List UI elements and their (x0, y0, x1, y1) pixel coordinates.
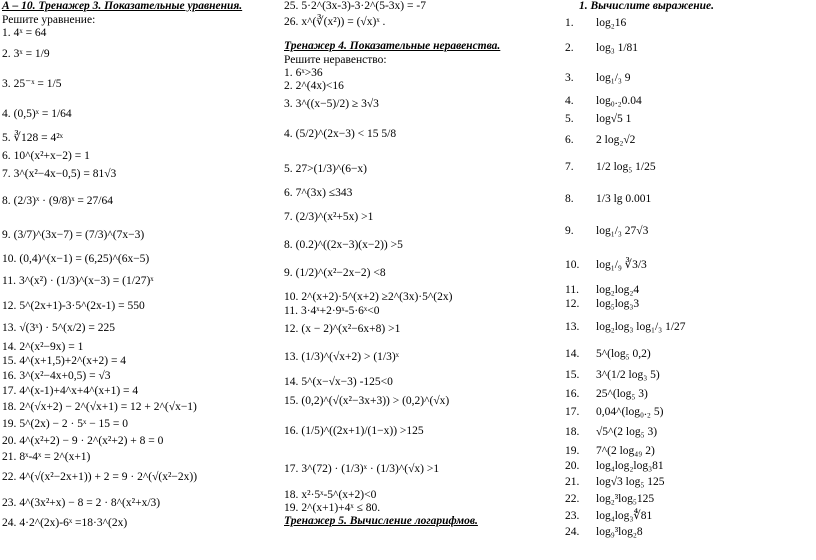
exercise-item (2, 185, 272, 219)
exercise-number: 6. (565, 133, 574, 146)
exercise-number: 22. (2, 471, 17, 484)
exercise-expression: 25⁻ˣ = 1/5 (13, 78, 62, 91)
exercise-expression: log₂³log₅125 (596, 492, 655, 505)
exercise-expression: 3^((x−5)/2) ≥ 3√3 (295, 98, 379, 111)
exercise-number: 7. (2, 168, 11, 181)
exercise-item (284, 391, 536, 413)
exercise-number: 3. (2, 78, 11, 91)
exercise-item (284, 375, 536, 391)
exercise-number: 11. (2, 275, 16, 288)
exercise-expression: 5^(2x+1)-3·5^(2x-1) = 550 (19, 300, 145, 313)
exercise-number: 11. (565, 283, 579, 296)
exercise-number: 10. (2, 253, 17, 266)
exercise-expression: 4^(3x²+x) − 8 = 2 · 8^(x²+x/3) (19, 497, 161, 510)
exercise-number: 22. (565, 492, 580, 505)
exercise-number: 12. (284, 323, 299, 336)
exercise-expression: (1/2)^(x²−2x−2) <8 (295, 267, 386, 280)
exercise-number: 13. (565, 320, 580, 333)
exercise-list (2, 27, 272, 531)
exercise-item (284, 489, 536, 502)
exercise-expression: 4^(x-1)+4^x+4^(x+1) = 4 (19, 385, 139, 398)
exercise-expression: log₉³log₂8 (596, 525, 643, 538)
exercise-item (565, 444, 815, 460)
exercise-number: 8. (565, 192, 574, 205)
exercise-expression: 25^(log₅ 3) (596, 387, 648, 400)
column-logarithm-expressions (565, 0, 815, 540)
exercise-number: 4. (565, 94, 574, 107)
exercise-expression: 2^(x+1)+4ˣ ≤ 80. (301, 501, 381, 514)
exercise-number: 11. (284, 305, 298, 318)
exercise-expression: log√5 1 (596, 112, 632, 125)
exercise-number: 7. (565, 160, 574, 173)
exercise-expression: 7^(2 log₄₉ 2) (596, 444, 655, 457)
exercise-item (284, 235, 536, 257)
exercise-expression: 3ˣ = 1/9 (13, 48, 50, 61)
exercise-expression: (1/3)^(√x+2) > (1/3)ˣ (301, 351, 399, 364)
exercise-expression: log₄log₂log₃81 (596, 459, 664, 472)
exercise-number: 3. (565, 71, 574, 84)
exercise-expression: 3^(x²−4x−0,5) = 81√3 (13, 168, 117, 181)
exercise-number: 14. (565, 347, 580, 360)
exercise-item (2, 148, 272, 165)
exercise-expression: (0,5)ˣ = 1/64 (13, 108, 72, 121)
exercise-item (2, 27, 272, 40)
exercise-expression: 1/2 log₅ 1/25 (596, 160, 656, 173)
exercise-expression: 1/3 lg 0.001 (596, 192, 652, 205)
exercise-item (565, 526, 815, 540)
exercise-number: 3. (284, 98, 293, 111)
exercise-number: 24. (565, 525, 580, 538)
exercise-item (565, 184, 815, 216)
exercise-expression: 4^(√(x²−2x+1)) + 2 = 9 · 2^(√(x²−2x)) (19, 471, 198, 484)
exercise-number: 16. (565, 387, 580, 400)
exercise-item (2, 219, 272, 253)
exercise-item (2, 517, 272, 531)
exercise-item (2, 317, 272, 341)
exercise-item (284, 291, 536, 305)
exercise-item (2, 465, 272, 491)
section-instruction: Решите неравенство: (284, 53, 387, 66)
exercise-number: 21. (565, 475, 580, 488)
exercise-expression: (5/2)^(2x−3) < 15 5/8 (295, 128, 397, 141)
exercise-item (565, 64, 815, 94)
exercise-item (565, 312, 815, 344)
exercise-item (2, 385, 272, 399)
section-title: А – 10. Тренажер 3. Показательные уравнения. (2, 0, 243, 12)
exercise-item (284, 502, 536, 515)
exercise-number: 19. (284, 501, 299, 514)
exercise-number: 4. (284, 128, 293, 141)
exercise-number: 12. (2, 300, 17, 313)
exercise-expression: √(3ˣ) · 5^(x/2) = 225 (19, 322, 115, 335)
exercise-expression: 3^(1/2 log₃ 5) (596, 368, 660, 381)
exercise-number: 21. (2, 451, 17, 464)
exercise-number: 16. (2, 370, 17, 383)
exercise-number: 24. (2, 517, 17, 530)
exercise-number: 6. (2, 149, 11, 162)
exercise-number: 1. (565, 16, 574, 29)
exercise-expression: log₂16 (596, 16, 627, 29)
exercise-expression: 0,04^(log₀.₂ 5) (596, 405, 664, 418)
exercise-item (284, 305, 536, 319)
exercise-expression: log√3 log₅ 125 (596, 475, 665, 488)
exercise-number: 2. (284, 79, 293, 92)
exercise-expression: 7^(3x) ≤343 (295, 187, 353, 200)
exercise-expression: 10^(x²+x−2) = 1 (13, 149, 90, 162)
exercise-number: 2. (565, 41, 574, 54)
exercise-expression: (0,2)^(√(x²−3x+3)) > (0,2)^(√x) (301, 395, 450, 408)
exercise-item (2, 451, 272, 465)
section-instruction: Решите уравнение: (2, 13, 96, 26)
exercise-expression: 3^(x²) · (1/3)^(x−3) = (1/27)ˣ (18, 275, 154, 288)
exercise-item (284, 201, 536, 235)
exercise-item (2, 355, 272, 369)
exercise-expression: 2 log₂√2 (596, 133, 636, 146)
exercise-expression: log₅log₃3 (596, 297, 640, 310)
exercise-expression: (2/3)ˣ · (9/8)ˣ = 27/64 (13, 195, 113, 208)
exercise-item (565, 344, 815, 366)
exercise-item (565, 492, 815, 508)
exercise-number: 1. (284, 66, 293, 79)
exercise-item (2, 417, 272, 433)
exercise-number: 19. (565, 444, 580, 457)
exercise-item (284, 117, 536, 153)
exercise-number: 9. (284, 267, 293, 280)
exercise-item (565, 366, 815, 386)
exercise-item (565, 460, 815, 474)
exercise-number: 9. (565, 224, 574, 237)
exercise-item (565, 386, 815, 404)
column-exponential-inequalities (284, 0, 536, 529)
exercise-item (2, 341, 272, 355)
exercise-number: 17. (565, 405, 580, 418)
exercise-item (284, 67, 536, 80)
exercise-number: 25. (284, 0, 299, 13)
exercise-number: 10. (284, 291, 299, 304)
exercise-item (2, 433, 272, 451)
exercise-expression: 3^(72) · (1/3)ˣ · (1/3)^(√x) >1 (301, 463, 440, 476)
exercise-number: 5. (2, 132, 11, 145)
exercise-number: 26. (284, 16, 299, 29)
exercise-number: 7. (284, 211, 293, 224)
exercise-expression: 2^(√x+2) − 2^(√x+1) = 12 + 2^(√x−1) (19, 401, 197, 414)
exercise-number: 23. (565, 509, 580, 522)
section-title-logarithms: Тренажер 5. Вычисление логарифмов. (284, 515, 478, 528)
exercise-item (565, 298, 815, 312)
exercise-number: 17. (284, 463, 299, 476)
exercise-number: 18. (284, 488, 299, 501)
exercise-item (284, 93, 536, 117)
exercise-expression: 3·4ˣ+2·9ˣ-5·6ˣ<0 (300, 305, 380, 318)
exercise-number: 4. (2, 108, 11, 121)
exercise-item (565, 14, 815, 34)
exercise-number: 20. (565, 459, 580, 472)
exercise-list (284, 67, 536, 515)
exercise-item (2, 297, 272, 317)
exercise-item (2, 253, 272, 267)
exercise-number: 10. (565, 258, 580, 271)
exercise-expression: 8ˣ-4ˣ = 2^(x+1) (19, 451, 91, 464)
exercise-number: 15. (565, 368, 580, 381)
exercise-number: 14. (284, 376, 299, 389)
exercise-item (565, 110, 815, 130)
exercise-list-continued (284, 0, 536, 32)
exercise-expression: (3/7)^(3x−7) = (7/3)^(7x−3) (13, 229, 145, 242)
exercise-expression: 6ˣ>36 (295, 66, 323, 79)
exercise-expression: 5^(x−√x−3) -125<0 (301, 376, 393, 389)
exercise-expression: √5^(2 log₅ 3) (596, 425, 658, 438)
exercise-number: 12. (565, 297, 580, 310)
exercise-expression: x^(∛(x²)) = (√x)ˣ . (301, 16, 386, 29)
exercise-item (2, 267, 272, 297)
exercise-item (284, 14, 536, 32)
exercise-item (565, 94, 815, 110)
exercise-item (284, 413, 536, 451)
section-title: Тренажер 4. Показательные неравенства. (284, 40, 501, 52)
exercise-item (565, 404, 815, 422)
exercise-item (2, 70, 272, 100)
exercise-expression: (1/5)^((2x+1)/(1−x)) >125 (301, 425, 424, 438)
exercise-expression: (0,4)^(x−1) = (6,25)^(6x−5) (19, 253, 150, 266)
exercise-item (284, 319, 536, 341)
section-title: 1. Вычислите выражение. (579, 0, 715, 12)
exercise-expression: log₂log₂4 (596, 283, 640, 296)
exercise-expression: (2/3)^(x²+5x) >1 (295, 211, 374, 224)
exercise-expression: 2^(4x)<16 (295, 79, 344, 92)
exercise-item (565, 248, 815, 284)
exercise-number: 18. (565, 425, 580, 438)
column-exponential-equations (2, 0, 272, 531)
exercise-expression: 3^(x²−4x+0,5) = √3 (19, 370, 111, 383)
exercise-expression: log₁/₉ ∛3/3 (596, 258, 647, 271)
exercise-expression: (0.2)^((2x−3)(x−2)) >5 (295, 239, 403, 252)
exercise-expression: 5·2^(3x-3)-3·2^(5-3x) = -7 (301, 0, 426, 13)
exercise-number: 1. (2, 26, 11, 39)
exercise-item (565, 216, 815, 248)
exercise-number: 16. (284, 425, 299, 438)
exercise-item (2, 130, 272, 148)
exercise-expression: 4^(x²+2) − 9 · 2^(x²+2) + 8 = 0 (19, 435, 164, 448)
exercise-number: 15. (2, 355, 17, 368)
exercise-item (2, 491, 272, 517)
exercise-expression: log₁/₃ 9 (596, 71, 631, 84)
exercise-expression: log₂log₃ log₁/₃ 1/27 (596, 320, 686, 333)
exercise-number: 20. (2, 435, 17, 448)
exercise-expression: log₄log₃∜81 (596, 509, 653, 522)
exercise-expression: 27>(1/3)^(6−x) (295, 163, 368, 176)
exercise-item (284, 341, 536, 375)
exercise-item (565, 422, 815, 444)
exercise-number: 15. (284, 395, 299, 408)
exercise-number: 8. (284, 239, 293, 252)
exercise-expression: log₃ 1/81 (596, 41, 639, 54)
exercise-number: 14. (2, 341, 17, 354)
exercise-expression: 2^(x+2)·5^(x+2) ≥2^(3x)·5^(2x) (301, 291, 453, 304)
exercise-number: 13. (284, 351, 299, 364)
exercise-expression: 4·2^(2x)-6ˣ =18·3^(2x) (19, 517, 128, 530)
exercise-list (565, 14, 815, 540)
exercise-item (2, 40, 272, 70)
exercise-number: 6. (284, 187, 293, 200)
exercise-number: 2. (2, 48, 11, 61)
exercise-item (2, 165, 272, 185)
exercise-item (565, 508, 815, 526)
exercise-number: 5. (565, 112, 574, 125)
exercise-item (565, 34, 815, 64)
exercise-expression: 2^(x²−9x) = 1 (19, 341, 84, 354)
exercise-number: 13. (2, 322, 17, 335)
exercise-number: 17. (2, 385, 17, 398)
exercise-item (565, 130, 815, 152)
exercise-expression: 5^(2x) − 2 · 5ˣ − 15 = 0 (19, 418, 129, 431)
exercise-item (284, 257, 536, 291)
exercise-number: 23. (2, 497, 17, 510)
exercise-number: 19. (2, 418, 17, 431)
exercise-number: 9. (2, 229, 11, 242)
exercise-item (284, 187, 536, 201)
exercise-expression: 4ˣ = 64 (13, 26, 47, 39)
exercise-item (284, 153, 536, 187)
exercise-expression: log₀.₂0.04 (596, 94, 642, 107)
exercise-expression: log₁/₃ 27√3 (596, 224, 649, 237)
exercise-item (284, 451, 536, 489)
exercise-item (2, 369, 272, 385)
exercise-item (2, 100, 272, 130)
exercise-item (284, 0, 536, 14)
exercise-item (2, 399, 272, 417)
exercise-item (565, 474, 815, 492)
exercise-item (284, 80, 536, 93)
exercise-expression: (x − 2)^(x²−6x+8) >1 (301, 323, 401, 336)
exercise-item (565, 284, 815, 298)
exercise-number: 18. (2, 401, 17, 414)
exercise-number: 8. (2, 195, 11, 208)
exercise-expression: 5^(log₅ 0,2) (596, 347, 651, 360)
exercise-expression: x²·5ˣ-5^(x+2)<0 (301, 488, 377, 501)
exercise-expression: 4^(x+1,5)+2^(x+2) = 4 (19, 355, 127, 368)
exercise-number: 5. (284, 163, 293, 176)
exercise-expression: ∛128 = 4²ˣ (13, 132, 63, 145)
exercise-item (565, 152, 815, 184)
